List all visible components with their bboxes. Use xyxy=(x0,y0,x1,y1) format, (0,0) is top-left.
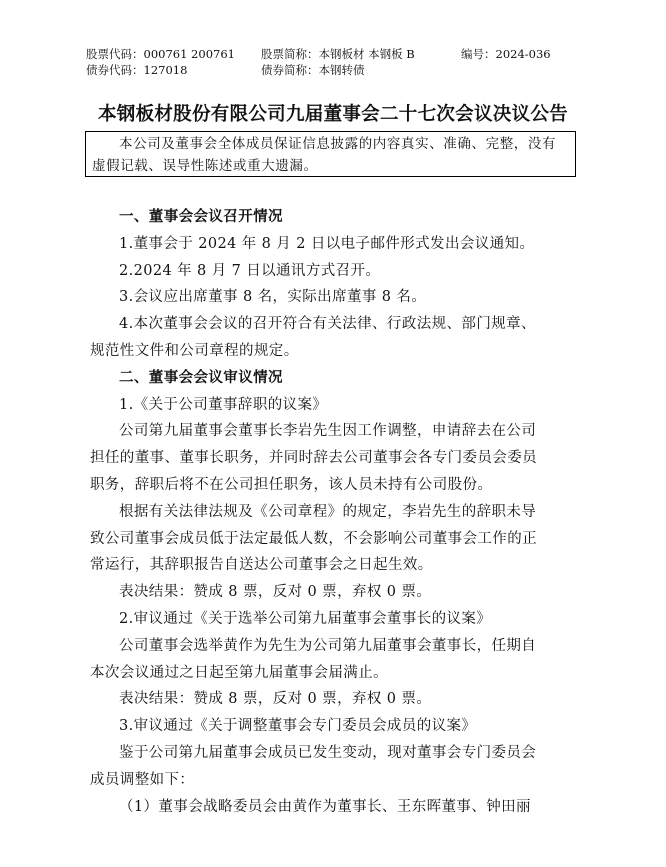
body-text-line: 2.2024 年 8 月 7 日以通讯方式召开。 xyxy=(119,262,381,279)
body-text-line: （1）董事会战略委员会由黄作为董事长、王东晖董事、钟田丽 xyxy=(119,798,531,815)
body-text-line: 成员调整如下： xyxy=(90,771,195,788)
body-text-line: 表决结果：赞成 8 票，反对 0 票，弃权 0 票。 xyxy=(119,691,432,708)
body-text-line: 1.董事会于 2024 年 8 月 2 日以电子邮件形式发出会议通知。 xyxy=(119,235,535,252)
body-text-line: 2.审议通过《关于选举公司第九届董事会董事长的议案》 xyxy=(119,610,492,627)
body-text-line: 3.审议通过《关于调整董事会专门委员会成员的议案》 xyxy=(119,718,477,735)
disclosure-notice-box: 本公司及董事会全体成员保证信息披露的内容真实、准确、完整，没有虚假记载、误导性陈述或重大遗漏。 xyxy=(85,131,576,177)
stock-code: 股票代码：000761 200761 xyxy=(86,47,235,61)
body-text-line: 1.《关于公司董事辞职的议案》 xyxy=(119,396,328,413)
document-header xyxy=(86,46,551,78)
document-title: 本钢板材股份有限公司九届董事会二十七次会议决议公告 xyxy=(97,104,568,125)
section-heading: 二、董事会会议审议情况 xyxy=(119,369,283,386)
body-text-line: 常运行，其辞职报告自送达公司董事会之日起生效。 xyxy=(90,557,433,574)
body-text-line: 本次会议通过之日起至第九届董事会届满止。 xyxy=(90,664,388,681)
body-text-line: 担任的董事、董事长职务，并同时辞去公司董事会各专门委员会委员 xyxy=(90,450,537,467)
body-text-line: 规范性文件和公司章程的规定。 xyxy=(90,342,299,359)
body-text-line: 鉴于公司第九届董事会成员已发生变动，现对董事会专门委员会 xyxy=(119,744,537,761)
announcement-number: 编号：2024-036 xyxy=(461,47,551,61)
body-text-line: 致公司董事会成员低于法定最低人数，不会影响公司董事会工作的正 xyxy=(90,530,537,547)
section-heading: 一、董事会会议召开情况 xyxy=(119,209,283,225)
header-row-1 xyxy=(86,46,551,62)
body-text-line: 3.会议应出席董事 8 名，实际出席董事 8 名。 xyxy=(119,289,427,306)
body-text-line: 公司董事会选举黄作为先生为公司第九届董事会董事长，任期自 xyxy=(119,637,537,654)
body-text-line: 职务，辞职后将不在公司担任职务，该人员未持有公司股份。 xyxy=(90,476,493,493)
document-body xyxy=(90,204,580,820)
header-row-2 xyxy=(86,62,551,78)
body-text-line: 公司第九届董事会董事长李岩先生因工作调整，申请辞去在公司 xyxy=(119,423,537,440)
body-text-line: 4.本次董事会会议的召开符合有关法律、行政法规、部门规章、 xyxy=(119,316,536,333)
bond-abbreviation: 债券简称：本钢转债 xyxy=(261,63,365,77)
body-text-line: 根据有关法律法规及《公司章程》的规定，李岩先生的辞职未导 xyxy=(119,503,537,520)
stock-abbreviation: 股票简称：本钢板材 本钢板 B xyxy=(261,47,415,61)
bond-code: 债券代码：127018 xyxy=(86,63,188,77)
body-text-line: 表决结果：赞成 8 票，反对 0 票，弃权 0 票。 xyxy=(119,584,432,601)
